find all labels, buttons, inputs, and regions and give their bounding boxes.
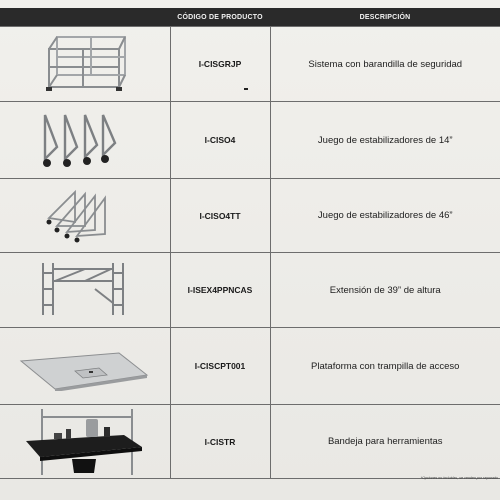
product-image-cell — [0, 405, 170, 479]
table-row — [0, 405, 500, 479]
table-row — [0, 27, 500, 102]
product-image-cell — [0, 328, 170, 405]
product-image-cell — [0, 102, 170, 179]
product-code: I-CISTR — [170, 405, 270, 479]
product-code: I-CISO4 — [170, 102, 270, 179]
pen-mark — [244, 88, 248, 90]
product-description: Juego de estabilizadores de 46” — [270, 179, 500, 253]
table-header-row — [0, 8, 500, 27]
table-row — [0, 253, 500, 328]
platform-trapdoor-icon — [15, 341, 155, 391]
product-description: Bandeja para herramientas — [270, 405, 500, 479]
product-image-cell — [0, 179, 170, 253]
product-description: Extensión de 39” de altura — [270, 253, 500, 328]
table-row — [0, 102, 500, 179]
header-image — [0, 8, 170, 27]
product-code: I-CISGRJP — [170, 27, 270, 102]
height-extension-icon — [35, 259, 135, 321]
product-description: Juego de estabilizadores de 14” — [270, 102, 500, 179]
product-description: Sistema con barandilla de seguridad — [270, 27, 500, 102]
header-description: DESCRIPCIÓN — [270, 8, 500, 27]
footnote: *Opciones no incluidas, se venden por separado — [420, 476, 498, 480]
table-row — [0, 179, 500, 253]
accessories-table — [0, 8, 500, 479]
tool-tray-icon — [20, 407, 150, 477]
product-image-cell — [0, 253, 170, 328]
stabilizers-46-icon — [35, 184, 135, 248]
product-code: I-CISCPT001 — [170, 328, 270, 405]
product-image-cell — [0, 27, 170, 102]
table-row — [0, 328, 500, 405]
header-product-code: CÓDIGO DE PRODUCTO — [170, 8, 270, 27]
product-description: Plataforma con trampilla de acceso — [270, 328, 500, 405]
product-code: I-ISEX4PPNCAS — [170, 253, 270, 328]
product-code: I-CISO4TT — [170, 179, 270, 253]
stabilizers-14-icon — [35, 107, 135, 173]
guardrail-system-icon — [35, 31, 135, 97]
